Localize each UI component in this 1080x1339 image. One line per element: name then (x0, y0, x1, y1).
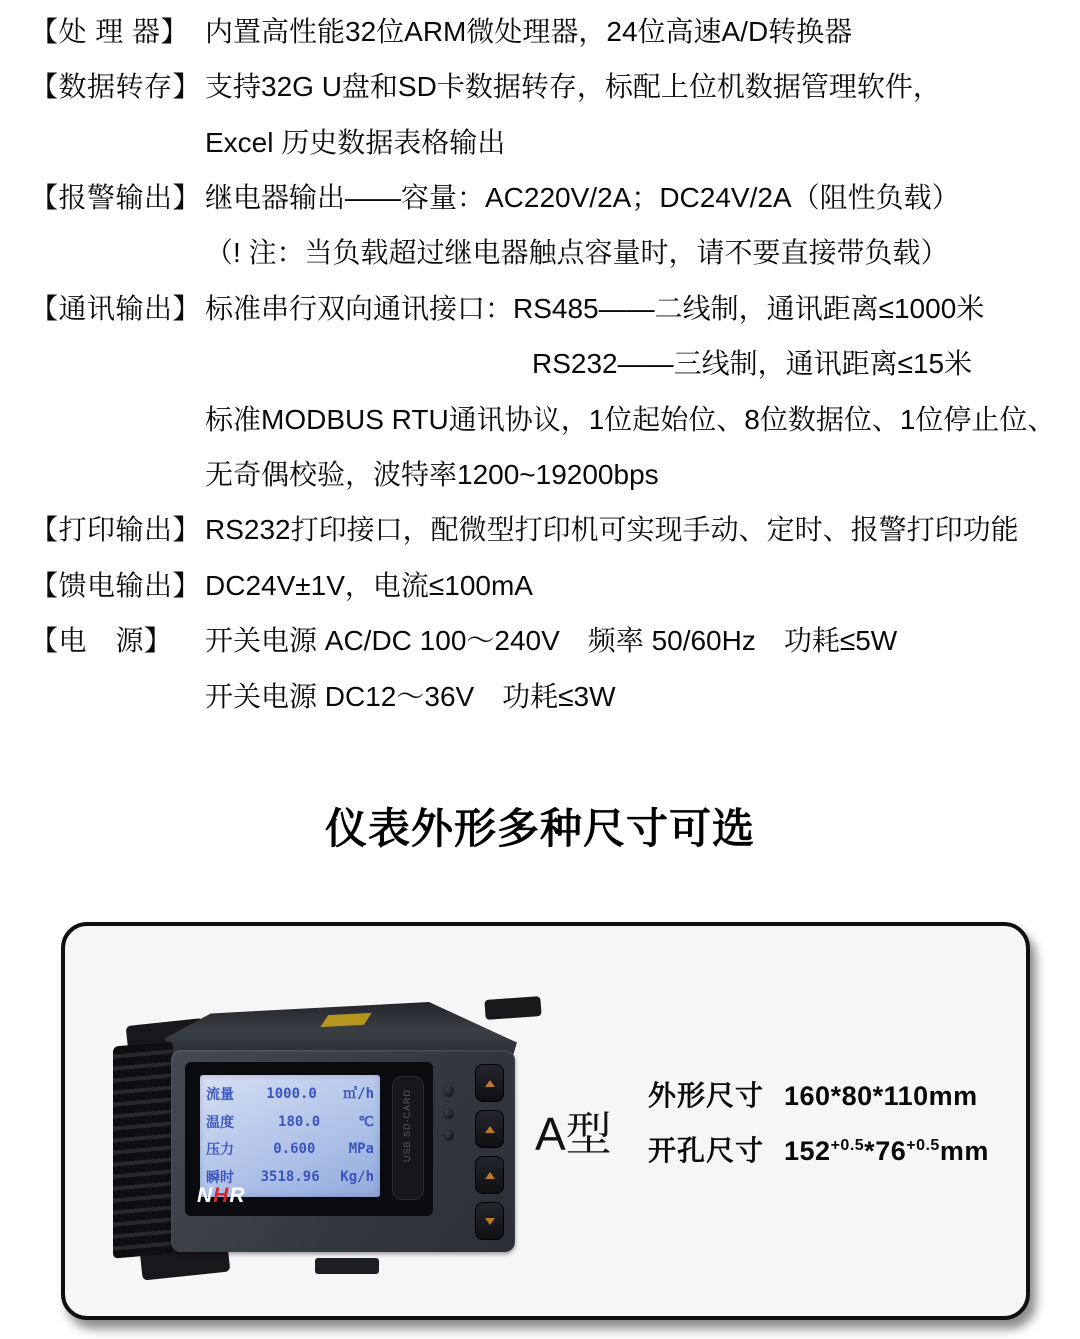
spec-label: 【打印输出】 (30, 514, 202, 546)
up-arrow-icon (485, 1080, 495, 1087)
device-top-clip (484, 996, 541, 1020)
outer-size-row (648, 1074, 989, 1114)
instrument-photo (107, 996, 567, 1296)
spec-row-data-transfer (30, 59, 1075, 114)
cutout-size-value: $152^{+0.5}*76^{+0.5}mm$ (784, 1136, 989, 1166)
lcd-pressure-value: 0.600 (273, 1141, 316, 1157)
indicator-dot (443, 1086, 454, 1097)
spec-text: 支持32G U盘和SD卡数据转存，标配上位机数据管理软件， (205, 71, 941, 103)
down-arrow-icon (485, 1218, 495, 1225)
spec-text: （! 注：当负载超过继电器触点容量时，请不要直接带负载） (205, 237, 949, 269)
spec-text: RS232打印接口，配微型打印机可实现手动、定时、报警打印功能 (205, 514, 1019, 546)
spec-text: 无奇偶校验，波特率1200~19200bps (205, 459, 659, 491)
spec-text: RS232——三线制，通讯距离≤15米 (532, 348, 973, 380)
lcd-pressure-label: 压力 (206, 1141, 234, 1157)
lcd-instant-value: 3518.96 (260, 1168, 320, 1185)
outer-size-value: 160*80*110mm (784, 1081, 978, 1111)
spec-row-baud (30, 447, 1075, 502)
product-card (61, 922, 1030, 1320)
spec-label: 【处 理 器】 (30, 15, 190, 47)
front-button-column (475, 1064, 504, 1248)
spec-row-feed-output (30, 558, 1075, 613)
spec-text: 继电器输出——容量：AC220V/2A；DC24V/2A（阻性负载） (205, 182, 960, 214)
spec-text: Excel 历史数据表格输出 (205, 126, 506, 158)
spec-text: DC24V±1V，电流≤100mA (205, 569, 533, 601)
spec-text: 开关电源 AC/DC 100～240V 频率 50/60Hz 功耗≤5W (205, 625, 898, 657)
up-arrow-icon (485, 1126, 495, 1133)
usb-sd-slot-label: USB SD-CARD (402, 1089, 412, 1163)
spec-row-alarm-note (30, 226, 1075, 281)
usb-sd-slot-cover (392, 1076, 424, 1200)
spec-label: 【馈电输出】 (30, 569, 202, 601)
device-bottom-tab (315, 1258, 379, 1274)
spec-text: 标准串行双向通讯接口：RS485——二线制，通讯距离≤1000米 (205, 292, 985, 324)
lcd-temp-unit: ℃ (358, 1113, 374, 1130)
spec-row-alarm-output (30, 170, 1075, 225)
spec-row-power-dc (30, 669, 1075, 724)
lcd-pressure-unit: MPa (348, 1141, 374, 1157)
cutout-size-row (648, 1129, 989, 1169)
section-title: 仪表外形多种尺寸可选 (324, 805, 755, 852)
device-top-face (165, 1002, 517, 1054)
dimensions-block (648, 1074, 989, 1184)
lcd-temp-label: 温度 (206, 1113, 234, 1130)
brand-letter-r: R (229, 1184, 246, 1207)
spec-label: 【电 源】 (30, 625, 173, 657)
cutout-size-label: 开孔尺寸 (648, 1135, 765, 1166)
brand-letter-n: N (197, 1184, 214, 1207)
indicator-dot (443, 1130, 454, 1141)
spec-label: 【数据转存】 (30, 71, 202, 103)
lcd-row-flow (206, 1081, 374, 1109)
device-key-2 (475, 1110, 504, 1148)
spec-label: 【报警输出】 (30, 182, 202, 214)
spec-text: 内置高性能32位ARM微处理器，24位高速A/D转换器 (205, 15, 853, 47)
spec-row-modbus (30, 392, 1075, 447)
spec-text: 标准MODBUS RTU通讯协议，1位起始位、8位数据位、1位停止位、 (205, 403, 1056, 435)
up-arrow-icon (485, 1172, 495, 1179)
lcd-instant-label: 瞬时 (206, 1168, 234, 1185)
lcd-display (200, 1075, 380, 1197)
spec-row-processor (30, 4, 1075, 59)
spec-row-comm-rs232 (30, 336, 1075, 391)
model-label: A型 (535, 1108, 612, 1160)
lcd-instant-unit: Kg/h (340, 1168, 374, 1185)
device-key-4 (475, 1202, 504, 1240)
brand-logo (197, 1184, 246, 1208)
spec-row-data-transfer-cont (30, 115, 1075, 170)
lcd-flow-value: 1000.0 (266, 1086, 317, 1102)
brand-letter-h: H (213, 1184, 230, 1207)
device-heatsink-fins (113, 1041, 173, 1258)
spec-text: 开关电源 DC12～36V 功耗≤3W (205, 680, 616, 712)
outer-size-label: 外形尺寸 (648, 1080, 765, 1111)
device-front-panel (171, 1050, 515, 1252)
lcd-row-pressure (206, 1136, 374, 1164)
spec-label: 【通讯输出】 (30, 292, 202, 324)
lcd-temp-value: 180.0 (278, 1113, 321, 1130)
spec-list (30, 4, 1075, 724)
lcd-flow-unit: ㎥/h (343, 1086, 374, 1102)
spec-row-comm-output (30, 281, 1075, 336)
device-key-1 (475, 1064, 504, 1102)
lcd-row-temperature (206, 1109, 374, 1137)
indicator-dot (443, 1108, 454, 1119)
device-screen-area (185, 1062, 433, 1216)
indicator-dots (443, 1086, 454, 1152)
lcd-flow-label: 流量 (206, 1086, 234, 1102)
device-key-3 (475, 1156, 504, 1194)
spec-row-print-output (30, 503, 1075, 558)
spec-row-power (30, 613, 1075, 668)
